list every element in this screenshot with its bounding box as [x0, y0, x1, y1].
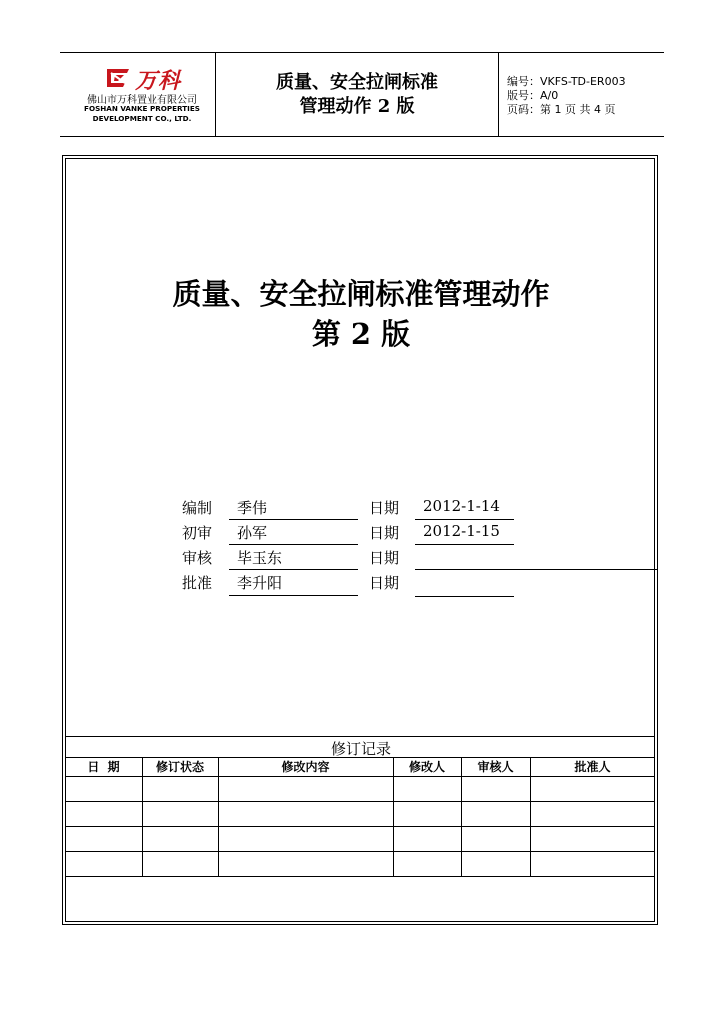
- doc-code-value: VKFS-TD-ER003: [540, 75, 626, 88]
- company-name-en-line2: DEVELOPMENT CO., LTD.: [92, 114, 192, 123]
- signoff-date-underline: [415, 544, 514, 545]
- revision-rule: [65, 776, 655, 777]
- doc-version-value: A/0: [540, 89, 559, 102]
- signoff-role: 编制: [182, 499, 213, 517]
- header-title: [216, 71, 498, 119]
- cover-title-line1: 质量、安全拉闸标准管理动作: [172, 277, 550, 311]
- company-name-en-line1: FOSHAN VANKE PROPERTIES: [84, 104, 200, 113]
- signoff-date-label: 日期: [369, 524, 400, 542]
- signoff-date-label: 日期: [369, 499, 400, 517]
- signoff-name: 毕玉东: [237, 549, 283, 567]
- doc-page: [507, 103, 615, 117]
- doc-page-label: 页码：: [507, 103, 540, 116]
- signoff-date-label: 日期: [369, 549, 400, 567]
- header-top-rule: [60, 52, 664, 53]
- doc-version-label: 版号：: [507, 89, 540, 102]
- header-title-line2: 管理动作 2 版: [299, 96, 415, 117]
- revision-header-reviewer: 审核人: [477, 760, 514, 774]
- signoff-date-label: 日期: [369, 574, 400, 592]
- company-name-cn: 佛山市万科置业有限公司: [87, 95, 197, 106]
- signoff-name: 季伟: [237, 499, 268, 517]
- revision-rule: [65, 736, 655, 737]
- revision-rule: [65, 826, 655, 827]
- signoff-role: 批准: [182, 574, 213, 592]
- signoff-role: 审核: [182, 549, 213, 567]
- revision-header-content: 修改内容: [281, 760, 330, 774]
- header-bottom-rule: [60, 136, 664, 137]
- signoff-name-underline: [229, 544, 358, 545]
- vanke-logo-icon: [105, 67, 131, 89]
- signoff-role: 初审: [182, 524, 213, 542]
- signoff-name: 孙军: [237, 524, 268, 542]
- cover-title-line2: 第 2 版: [311, 317, 411, 351]
- signoff-date: 2012-1-15: [423, 522, 500, 540]
- signoff-name: 李升阳: [237, 574, 283, 592]
- signoff-date-underline: [415, 596, 514, 597]
- revision-rule: [65, 851, 655, 852]
- revision-header-modifier: 修改人: [408, 760, 445, 774]
- signoff-name-underline: [229, 569, 358, 570]
- signoff-date-underline: [415, 519, 514, 520]
- signoff-name-underline: [229, 519, 358, 520]
- revision-rule: [65, 876, 655, 877]
- revision-title: 修订记录: [330, 740, 391, 758]
- signoff-date: 2012-1-14: [423, 497, 500, 515]
- doc-code: [507, 75, 626, 89]
- revision-header-status: 修订状态: [155, 760, 204, 774]
- doc-version: [507, 89, 558, 103]
- revision-header-approver: 批准人: [574, 760, 611, 774]
- revision-rule: [65, 801, 655, 802]
- signoff-name-underline: [229, 595, 358, 596]
- signoff-date-underline: [415, 569, 657, 570]
- doc-page-value: 第 1 页 共 4 页: [540, 103, 616, 116]
- header-divider-right: [498, 52, 499, 137]
- header-title-line1: 质量、安全拉闸标准: [276, 72, 438, 93]
- brand-name: 万科: [135, 69, 182, 94]
- revision-header-date: 日 期: [87, 760, 120, 774]
- doc-code-label: 编号：: [507, 75, 540, 88]
